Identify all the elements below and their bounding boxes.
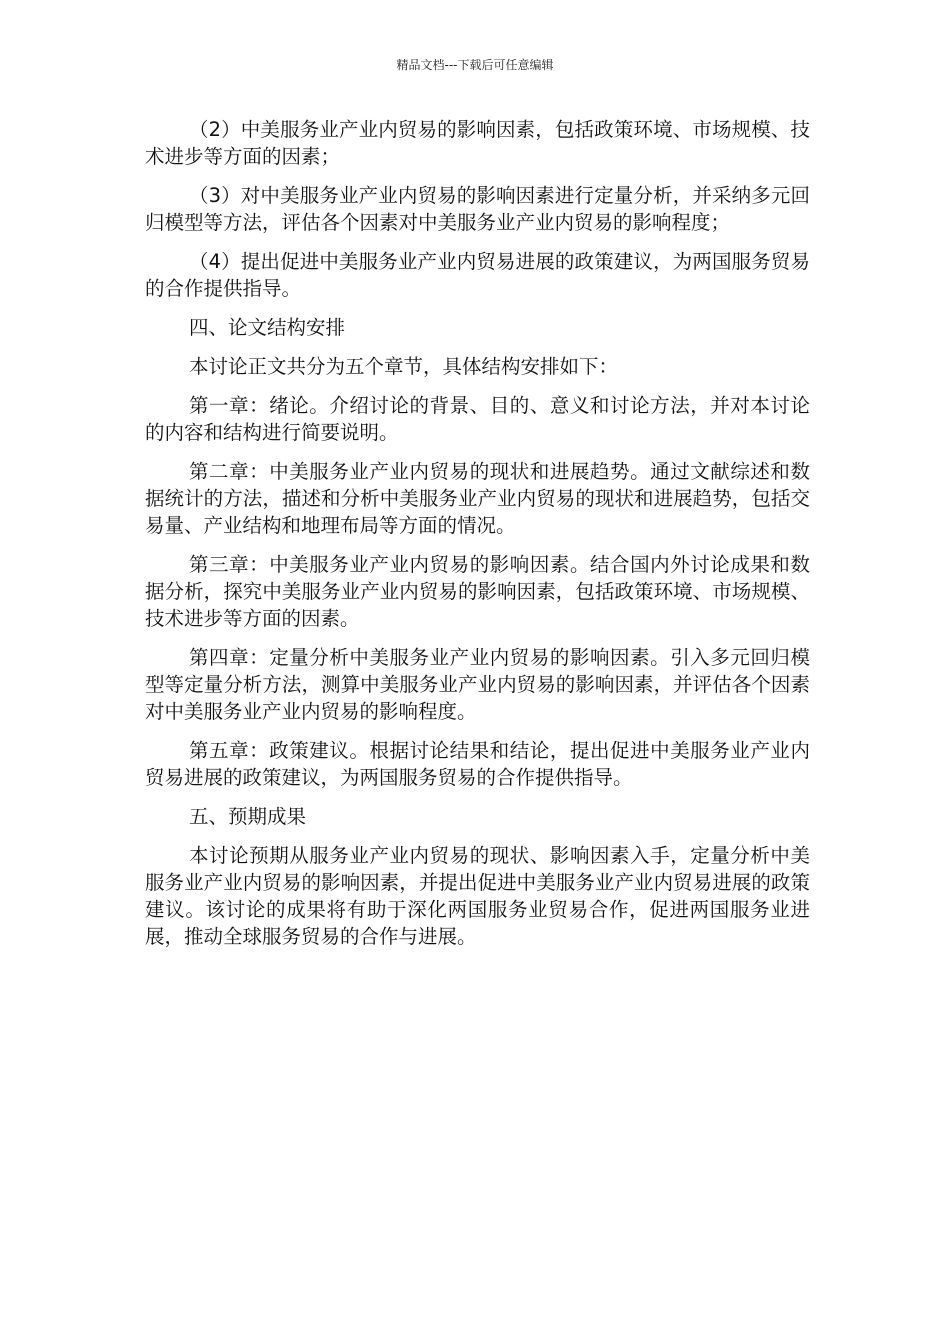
section-heading-expected-results: 五、预期成果 (189, 805, 307, 828)
section-heading-structure: 四、论文结构安排 (189, 316, 346, 339)
page-header: 精品文档---下载后可任意编辑 (396, 58, 554, 72)
paragraph-structure-intro: 本讨论正文共分为五个章节，具体结构安排如下： (189, 355, 619, 378)
paragraph-chapter-3: 第三章：中美服务业产业内贸易的影响因素。结合国内外讨论成果和数据分析，探究中美服务业产业内贸易的影响因素，包括政策环境、市场规模、技术进步等方面的因素。 (145, 553, 810, 630)
paragraph-chapter-1: 第一章：绪论。介绍讨论的背景、目的、意义和讨论方法，并对本讨论的内容和结构进行简要说明。 (145, 394, 810, 444)
paragraph-expected-results: 本讨论预期从服务业产业内贸易的现状、影响因素入手，定量分析中美服务业产业内贸易的影响因素，并提出促进中美服务业产业内贸易进展的政策建议。该讨论的成果将有助于深化两国服务业贸易合作，促进两国服务业进展，推动全球服务贸易的合作与进展。 (145, 844, 810, 948)
paragraph-item-3: （3）对中美服务业产业内贸易的影响因素进行定量分析，并采纳多元回归模型等方法，评估各个因素对中美服务业产业内贸易的影响程度； (145, 184, 810, 234)
paragraph-item-4: （4）提出促进中美服务业产业内贸易进展的政策建议，为两国服务贸易的合作提供指导。 (145, 250, 810, 300)
paragraph-chapter-5: 第五章：政策建议。根据讨论结果和结论，提出促进中美服务业产业内贸易进展的政策建议，为两国服务贸易的合作提供指导。 (145, 739, 810, 789)
paragraph-chapter-2: 第二章：中美服务业产业内贸易的现状和进展趋势。通过文献综述和数据统计的方法，描述和分析中美服务业产业内贸易的现状和进展趋势，包括交易量、产业结构和地理布局等方面的情况。 (145, 460, 810, 537)
paragraph-chapter-4: 第四章：定量分析中美服务业产业内贸易的影响因素。引入多元回归模型等定量分析方法，测算中美服务业产业内贸易的影响因素，并评估各个因素对中美服务业产业内贸易的影响程度。 (145, 646, 810, 723)
paragraph-item-2: （2）中美服务业产业内贸易的影响因素，包括政策环境、市场规模、技术进步等方面的因素； (145, 118, 810, 168)
document-body (145, 116, 810, 962)
